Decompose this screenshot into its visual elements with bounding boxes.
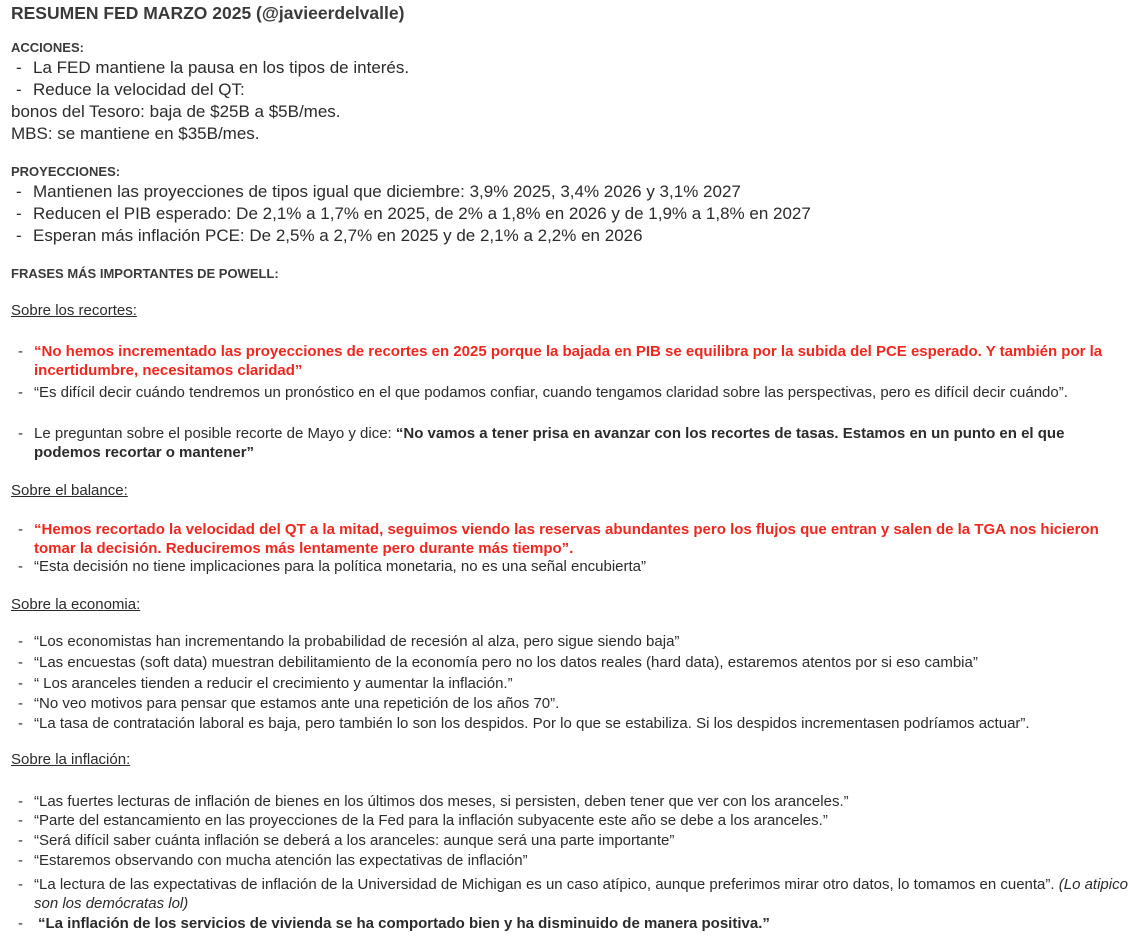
quote-item: - “La lectura de las expectativas de inflación de la Universidad de Michigan es un caso atípico, aunque preferimos mirar otro datos, lo tomamos en cuenta”. (Lo atipico son los demócratas lol) — [18, 876, 1128, 912]
acciones-extra: MBS: se mantiene en $35B/mes. — [11, 124, 260, 143]
quote-item: - “Estaremos observando con mucha atención las expectativas de inflación” — [18, 852, 528, 869]
inflacion-heading: Sobre la inflación: — [11, 751, 131, 768]
proyecciones-item: - Mantienen las proyecciones de tipos igual que diciembre: 3,9% 2025, 3,4% 2026 y 3,1% 2027 — [16, 182, 741, 201]
quote-item: - “No hemos incrementado las proyecciones de recortes en 2025 porque la bajada en PIB se equilibra por la subida del PCE esperado. Y también por la incertidumbre, necesitamos claridad” — [18, 343, 1103, 379]
quote-item: - “ Los aranceles tienden a reducir el crecimiento y aumentar la inflación.” — [18, 675, 513, 692]
acciones-extra: bonos del Tesoro: baja de $25B a $5B/mes. — [11, 102, 341, 121]
quote-item: - “Es difícil decir cuándo tendremos un pronóstico en el que podamos confiar, cuando tengamos claridad sobre las perspectivas, pero es difícil decir cuándo”. — [18, 384, 1068, 401]
proyecciones-heading: PROYECCIONES: — [11, 164, 121, 179]
quote-item: - “Hemos recortado la velocidad del QT a la mitad, seguimos viendo las reservas abundantes pero los flujos que entran y salen de la TGA nos hicieron tomar la decisión. Reduciremos más lentamente pero durante más tiempo”. — [18, 521, 1099, 557]
proyecciones-item: - Esperan más inflación PCE: De 2,5% a 2,7% en 2025 y de 2,1% a 2,2% en 2026 — [16, 226, 643, 245]
quote-item: - Le preguntan sobre el posible recorte de Mayo y dice: “No vamos a tener prisa en avanzar con los recortes de tasas. Estamos en un punto en el que podemos recortar o mantener” — [18, 425, 1065, 461]
quote-item: - “Parte del estancamiento en las proyecciones de la Fed para la inflación subyacente este año se debe a los aranceles.” — [18, 812, 828, 829]
quote-item: - “Las encuestas (soft data) muestran debilitamiento de la economía pero no los datos reales (hard data), estaremos atentos por si eso cambia” — [18, 654, 978, 671]
frases-heading: FRASES MÁS IMPORTANTES DE POWELL: — [11, 266, 279, 281]
quote-item: - “La tasa de contratación laboral es baja, pero también lo son los despidos. Por lo que se estabiliza. Si los despidos incrementasen podríamos actuar”. — [18, 715, 1030, 732]
quote-item: - “Las fuertes lecturas de inflación de bienes en los últimos dos meses, si persisten, deben tener que ver con los aranceles.” — [18, 793, 849, 810]
economia-heading: Sobre la economia: — [11, 596, 141, 613]
acciones-item: - La FED mantiene la pausa en los tipos de interés. — [16, 58, 410, 77]
page-title: RESUMEN FED MARZO 2025 (@javieerdelvalle) — [11, 3, 405, 23]
acciones-heading: ACCIONES: — [11, 40, 84, 55]
quote-item: - “Los economistas han incrementando la probabilidad de recesión al alza, pero sigue siendo baja” — [18, 633, 680, 650]
quote-item: - “Será difícil saber cuánta inflación se deberá a los aranceles: aunque será una parte importante” — [18, 832, 675, 849]
quote-item: - “Esta decisión no tiene implicaciones para la política monetaria, no es una señal encubierta” — [18, 558, 647, 575]
quote-item: - “No veo motivos para pensar que estamos ante una repetición de los años 70”. — [18, 695, 560, 712]
balance-heading: Sobre el balance: — [11, 482, 128, 499]
recortes-heading: Sobre los recortes: — [11, 302, 137, 319]
acciones-item: - Reduce la velocidad del QT: — [16, 80, 245, 99]
proyecciones-item: - Reducen el PIB esperado: De 2,1% a 1,7% en 2025, de 2% a 1,8% en 2026 y de 1,9% a 1,8% en 2027 — [16, 204, 811, 223]
quote-item: - “La inflación de los servicios de vivienda se ha comportado bien y ha disminuido de manera positiva.” — [18, 915, 770, 932]
